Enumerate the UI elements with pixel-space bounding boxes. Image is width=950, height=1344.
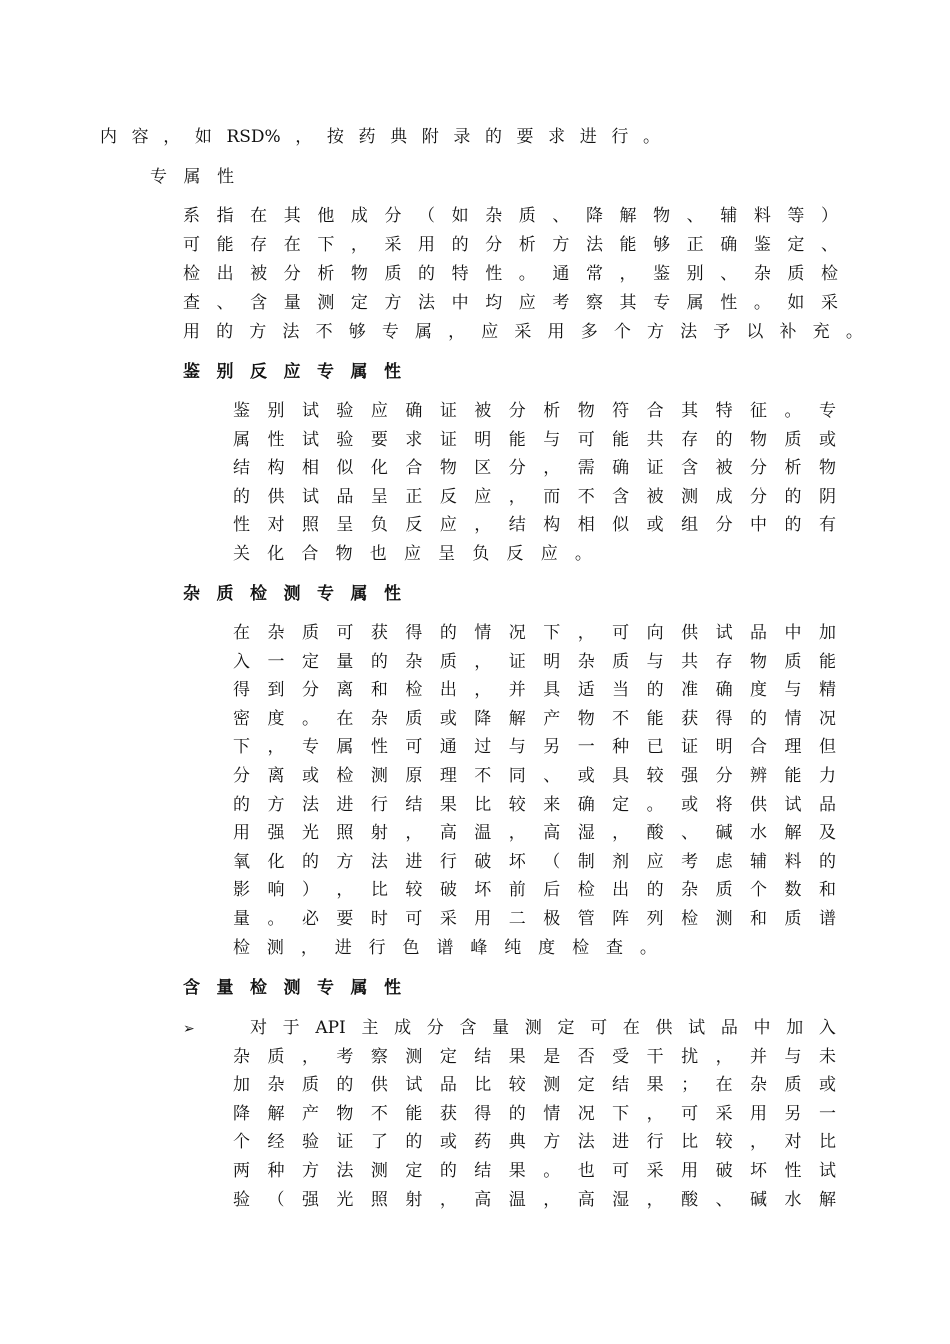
paragraph-line: 结 构 相 似 化 合 物 区 分 ， 需 确 证 含 被 分 析 物: [233, 458, 836, 479]
intro-paragraph-line: 检 出 被 分 析 物 质 的 特 性 。 通 常 ， 鉴 别 、 杂 质 检: [183, 264, 838, 284]
subsection-heading: 含 量 检 测 专 属 性: [183, 978, 401, 998]
paragraph-line: 的 方 法 进 行 结 果 比 较 来 确 定 。 或 将 供 试 品: [233, 794, 836, 815]
paragraph-line: 降 解 产 物 不 能 获 得 的 情 况 下 ， 可 采 用 另 一: [233, 1103, 836, 1124]
paragraph-line: 影 响 ） ， 比 较 破 坏 前 后 检 出 的 杂 质 个 数 和: [233, 880, 836, 901]
intro-paragraph-line: 系 指 在 其 他 成 分 （ 如 杂 质 、 降 解 物 、 辅 料 等 ）: [183, 206, 838, 226]
paragraph-line: 密 度 。 在 杂 质 或 降 解 产 物 不 能 获 得 的 情 况: [233, 708, 836, 729]
paragraph-line: 量 。 必 要 时 可 采 用 二 极 管 阵 列 检 测 和 质 谱: [233, 909, 836, 929]
paragraph-line: 内 容 ， 如 RSD% ， 按 药 典 附 录 的 要 求 进 行 。: [100, 127, 660, 147]
paragraph-line: 性 对 照 呈 负 反 应 ， 结 构 相 似 或 组 分 中 的 有: [233, 515, 836, 536]
paragraph-line: 对 于 API 主 成 分 含 量 测 定 可 在 供 试 品 中 加 入: [250, 1018, 836, 1038]
paragraph-line: 鉴 别 试 验 应 确 证 被 分 析 物 符 合 其 特 征 。 专: [233, 401, 836, 421]
paragraph-line: 杂 质 ， 考 察 测 定 结 果 是 否 受 干 扰 ， 并 与 未: [233, 1046, 836, 1067]
paragraph-line: 个 经 验 证 了 的 或 药 典 方 法 进 行 比 较 ， 对 比: [233, 1132, 836, 1153]
paragraph-line: 的 供 试 品 呈 正 反 应 ， 而 不 含 被 测 成 分 的 阴: [233, 486, 836, 507]
paragraph-line: 入 一 定 量 的 杂 质 ， 证 明 杂 质 与 共 存 物 质 能: [233, 651, 836, 672]
paragraph-line: 氧 化 的 方 法 进 行 破 坏 （ 制 剂 应 考 虑 辅 料 的: [233, 851, 836, 872]
intro-paragraph-line: 查 、 含 量 测 定 方 法 中 均 应 考 察 其 专 属 性 。 如 采: [183, 293, 838, 313]
paragraph-line: 验 （ 强 光 照 射 ， 高 温 ， 高 湿 ， 酸 、 碱 水 解: [233, 1189, 836, 1210]
paragraph-line: 得 到 分 离 和 检 出 ， 并 具 适 当 的 准 确 度 与 精: [233, 680, 836, 701]
paragraph-line: 两 种 方 法 测 定 的 结 果 。 也 可 采 用 破 坏 性 试: [233, 1161, 836, 1181]
section-heading: 专 属 性: [150, 167, 234, 187]
paragraph-line: 在 杂 质 可 获 得 的 情 况 下 ， 可 向 供 试 品 中 加: [233, 623, 836, 643]
paragraph-line: 分 离 或 检 测 原 理 不 同 、 或 具 较 强 分 辨 能 力: [233, 766, 836, 786]
paragraph-line: 属 性 试 验 要 求 证 明 能 与 可 能 共 存 的 物 质 或: [233, 429, 836, 450]
paragraph-line: 加 杂 质 的 供 试 品 比 较 测 定 结 果 ； 在 杂 质 或: [233, 1075, 836, 1096]
intro-paragraph-line: 用 的 方 法 不 够 专 属 ， 应 采 用 多 个 方 法 予 以 补 充 。: [183, 322, 863, 342]
paragraph-line: 检 测 ， 进 行 色 谱 峰 纯 度 检 查 。: [233, 937, 657, 958]
paragraph-line: 下 ， 专 属 性 可 通 过 与 另 一 种 已 证 明 合 理 但: [233, 737, 836, 758]
bullet-arrow-icon: ➢: [183, 1021, 195, 1037]
paragraph-line: 用 强 光 照 射 ， 高 温 ， 高 湿 ， 酸 、 碱 水 解 及: [233, 823, 836, 844]
intro-paragraph-line: 可 能 存 在 下 ， 采 用 的 分 析 方 法 能 够 正 确 鉴 定 、: [183, 235, 838, 255]
subsection-heading: 鉴 别 反 应 专 属 性: [183, 362, 401, 382]
paragraph-line: 关 化 合 物 也 应 呈 负 反 应 。: [233, 544, 592, 564]
subsection-heading: 杂 质 检 测 专 属 性: [183, 584, 401, 604]
